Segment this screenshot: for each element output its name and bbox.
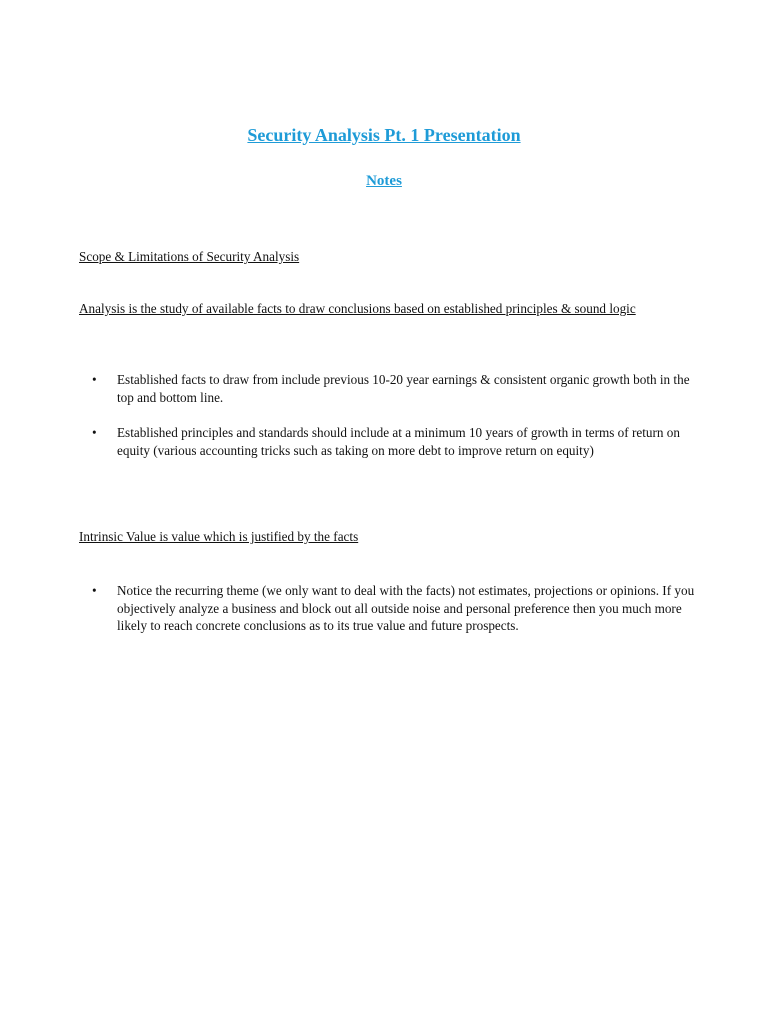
list-item-text: Notice the recurring theme (we only want to deal with the facts) not estimates, projections or opinions. If you objectively analyze a business and block out all outside noise and personal preference then you much more likely to reach concrete conclusions as to its true value and future prospects. <box>117 583 695 633</box>
page-title: Security Analysis Pt. 1 Presentation <box>247 125 521 145</box>
bullet-icon: • <box>92 425 97 440</box>
list-item-text: Established facts to draw from include previous 10-20 year earnings & consistent organic growth both in the top and bottom line. <box>117 372 690 405</box>
bullet-icon: • <box>92 372 97 387</box>
section-heading-intrinsic-value: Intrinsic Value is value which is justified by the facts <box>79 529 359 544</box>
section-heading-scope: Scope & Limitations of Security Analysis <box>79 249 300 264</box>
bullet-icon: • <box>92 583 97 598</box>
section-heading-analysis: Analysis is the study of available facts to draw conclusions based on established principles & sound logic <box>79 301 636 316</box>
list-item-text: Established principles and standards should include at a minimum 10 years of growth in terms of return on equity (various accounting tricks such as taking on more debt to improve return on equity) <box>117 425 680 458</box>
page-subtitle: Notes <box>366 173 402 189</box>
